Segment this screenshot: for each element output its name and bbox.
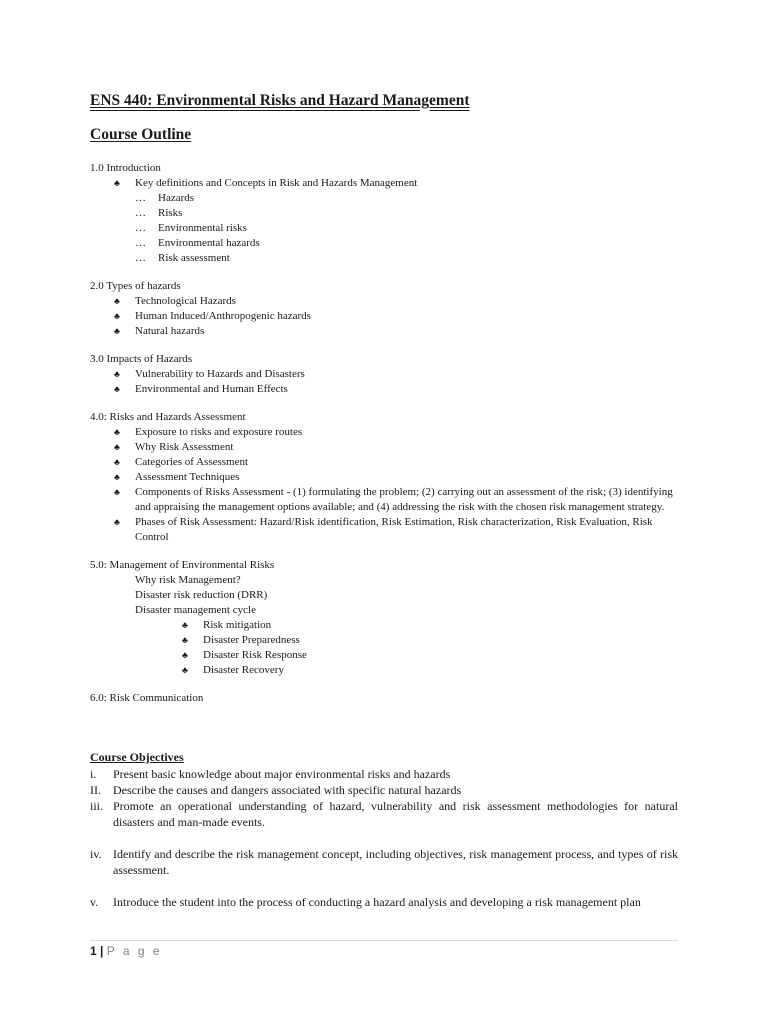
objective-text: Identify and describe the risk management concept, including objectives, risk management process, and types of risk assessment. — [113, 847, 678, 877]
ellipsis-bullet-icon: … — [135, 252, 146, 264]
ellipsis-bullet-icon: … — [135, 192, 146, 204]
list-item-text: Exposure to risks and exposure routes — [135, 426, 303, 438]
objective-number: II. — [90, 783, 101, 797]
outline-line: Disaster risk reduction (DRR) — [135, 589, 268, 601]
section-title: 6.0: Risk Communication — [90, 692, 204, 704]
objective-item — [90, 846, 678, 878]
list-item — [90, 176, 680, 191]
list-item-text: Technological Hazards — [135, 295, 236, 307]
list-item-text: Why Risk Assessment — [135, 441, 234, 453]
sub-item-text: Risks — [158, 207, 183, 219]
document-title: ENS 440: Environmental Risks and Hazard Management — [90, 92, 470, 109]
list-item — [90, 663, 680, 678]
list-item — [90, 309, 680, 324]
club-bullet-icon: ♣ — [114, 442, 120, 452]
list-item-text: Risk mitigation — [203, 619, 272, 631]
bullet-list — [90, 176, 680, 191]
list-item-text: Disaster Preparedness — [203, 634, 300, 646]
club-bullet-icon: ♣ — [114, 487, 120, 497]
footer-separator: | — [100, 944, 104, 958]
sub-item-text: Environmental risks — [158, 222, 247, 234]
list-item — [90, 324, 680, 339]
outline-section-types-of-hazards — [90, 279, 680, 339]
list-item — [90, 633, 680, 648]
list-item — [90, 485, 680, 515]
objective-item — [90, 766, 678, 782]
club-bullet-icon: ♣ — [182, 665, 188, 675]
club-bullet-icon: ♣ — [114, 457, 120, 467]
club-bullet-icon: ♣ — [114, 326, 120, 336]
list-item — [90, 440, 680, 455]
objectives-list — [90, 766, 678, 910]
objective-text: Promote an operational understanding of hazard, vulnerability and risk assessment methodologies for natural disasters and man-made events. — [113, 799, 678, 829]
course-objectives — [90, 749, 678, 910]
list-item — [90, 648, 680, 663]
club-bullet-icon: ♣ — [114, 427, 120, 437]
club-bullet-icon: ♣ — [114, 472, 120, 482]
list-item — [90, 618, 680, 633]
club-bullet-icon: ♣ — [114, 517, 120, 527]
section-title: 1.0 Introduction — [90, 162, 161, 174]
bullet-list — [90, 618, 680, 678]
sub-list-item — [90, 251, 680, 266]
list-item-text: Key definitions and Concepts in Risk and Hazards Management — [135, 177, 418, 189]
outline-section-risks-and-hazards-assessment — [90, 410, 680, 545]
sub-list — [90, 191, 680, 266]
section-title: 4.0: Risks and Hazards Assessment — [90, 411, 246, 423]
outline-line: Why risk Management? — [135, 574, 241, 586]
list-item-text: Categories of Assessment — [135, 456, 249, 468]
list-item-text: Disaster Recovery — [203, 664, 284, 676]
objective-text: Introduce the student into the process of conducting a hazard analysis and developing a risk management plan — [113, 895, 641, 909]
objective-number: iii. — [90, 799, 104, 813]
club-bullet-icon: ♣ — [114, 296, 120, 306]
sub-item-text: Environmental hazards — [158, 237, 260, 249]
list-item-text: Disaster Risk Response — [203, 649, 307, 661]
list-item-text: Environmental and Human Effects — [135, 383, 288, 395]
list-item — [90, 294, 680, 309]
objective-item — [90, 798, 678, 830]
sub-item-text: Risk assessment — [158, 252, 230, 264]
objective-item — [90, 894, 678, 910]
page-footer — [90, 944, 162, 958]
list-item-text: Components of Risks Assessment - (1) formulating the problem; (2) carrying out an assessment of the risk; (3) identifying and appraising the management options available; and (4) addressing the risk with the chosen risk management strategy. — [135, 486, 673, 513]
objective-item — [90, 782, 678, 798]
objective-number: i. — [90, 767, 97, 781]
list-item — [90, 455, 680, 470]
page-number: 1 — [90, 944, 97, 958]
bullet-list — [90, 367, 680, 397]
club-bullet-icon: ♣ — [114, 311, 120, 321]
outline-line: Disaster management cycle — [135, 604, 256, 616]
objective-number: v. — [90, 895, 99, 909]
ellipsis-bullet-icon: … — [135, 237, 146, 249]
list-item-text: Assessment Techniques — [135, 471, 240, 483]
page-label: P a g e — [106, 944, 163, 958]
section-title: 3.0 Impacts of Hazards — [90, 353, 193, 365]
bullet-list — [90, 425, 680, 545]
outline-section-management-of-environmental-risks — [90, 558, 680, 678]
sub-item-text: Hazards — [158, 192, 195, 204]
list-item — [90, 515, 680, 545]
list-item-text: Natural hazards — [135, 325, 205, 337]
bullet-list — [90, 294, 680, 339]
objective-number: iv. — [90, 847, 102, 861]
course-objectives-heading: Course Objectives — [90, 750, 184, 764]
sub-list-item — [90, 236, 680, 251]
sub-list-item — [90, 206, 680, 221]
list-item — [90, 382, 680, 397]
section-title: 5.0: Management of Environmental Risks — [90, 559, 275, 571]
club-bullet-icon: ♣ — [182, 650, 188, 660]
list-item-text: Human Induced/Anthropogenic hazards — [135, 310, 311, 322]
ellipsis-bullet-icon: … — [135, 222, 146, 234]
club-bullet-icon: ♣ — [182, 620, 188, 630]
club-bullet-icon: ♣ — [182, 635, 188, 645]
outline-section-impacts-of-hazards — [90, 352, 680, 397]
list-item — [90, 470, 680, 485]
sub-list-item — [90, 221, 680, 236]
outline-section-risk-communication — [90, 691, 680, 706]
outline-section-introduction — [90, 161, 680, 266]
sub-list-item — [90, 191, 680, 206]
course-outline — [90, 161, 680, 719]
list-item-text: Phases of Risk Assessment: Hazard/Risk identification, Risk Estimation, Risk characterization, Risk Evaluation, Risk Control — [135, 516, 653, 543]
club-bullet-icon: ♣ — [114, 369, 120, 379]
list-item — [90, 425, 680, 440]
list-item — [90, 367, 680, 382]
list-item-text: Vulnerability to Hazards and Disasters — [135, 368, 305, 380]
ellipsis-bullet-icon: … — [135, 207, 146, 219]
objective-text: Describe the causes and dangers associated with specific natural hazards — [113, 783, 462, 797]
section-title: 2.0 Types of hazards — [90, 280, 181, 292]
club-bullet-icon: ♣ — [114, 178, 120, 188]
club-bullet-icon: ♣ — [114, 384, 120, 394]
course-outline-heading: Course Outline — [90, 126, 192, 143]
footer-divider — [90, 940, 678, 941]
objective-text: Present basic knowledge about major environmental risks and hazards — [113, 767, 451, 781]
